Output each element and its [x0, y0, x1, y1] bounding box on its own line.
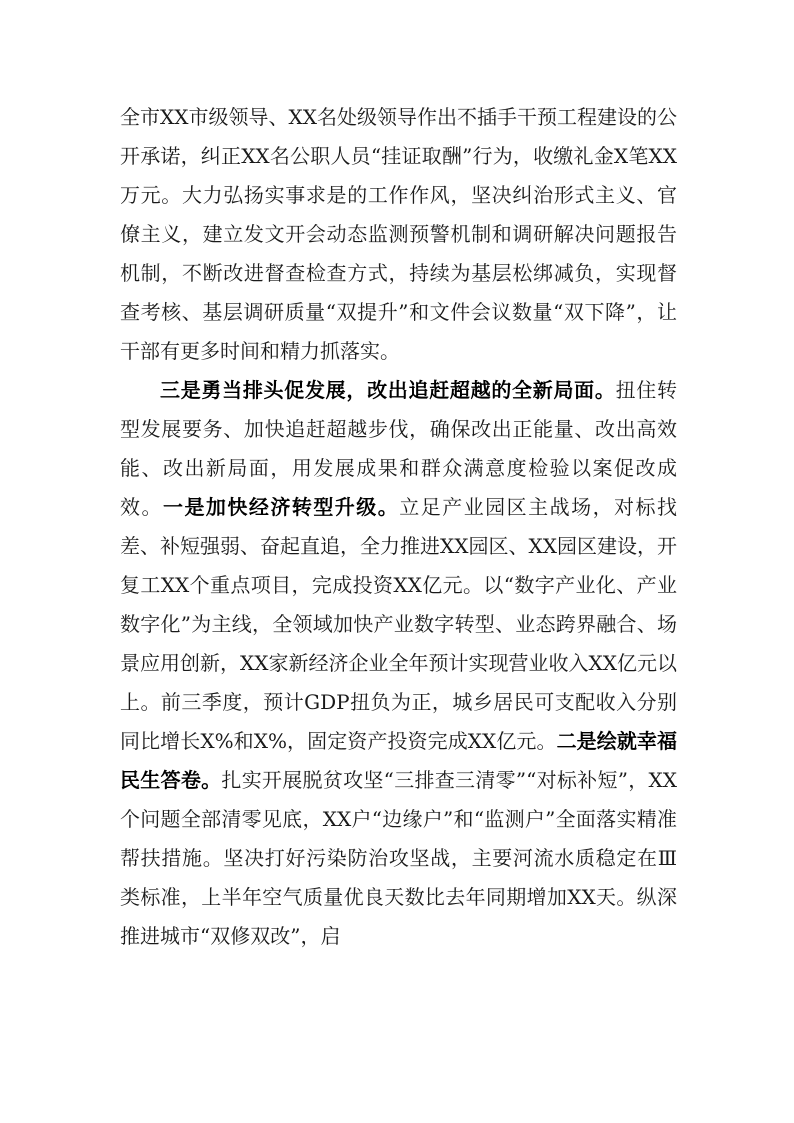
paragraph-1: [120, 98, 677, 371]
section-heading: 三是勇当排头促发展，改出追赶超越的全新局面。: [160, 378, 616, 402]
paragraph-2: [120, 371, 677, 956]
document-body: [120, 98, 677, 956]
paragraph-2-intro: 扭住转型发展要务、加快追赶超越步伐，确保改出正能量、改出高效能、改出新局面，用发展成果和群众满意度检验以案促改成效。: [120, 378, 678, 519]
subheading-livelihood: 二是绘就幸福民生答卷。: [120, 729, 678, 792]
paragraph-2-economy-text: 立足产业园区主战场，对标找差、补短强弱、奋起直追，全力推进XX园区、XX园区建设，开复工XX个重点项目，完成投资XX亿元。以“数字产业化、产业数字化”为主线，全领域加快产业数字转型、业态跨界融合、场景应用创新，XX家新经济企业全年预计实现营业收入XX亿元以上。前三季度，预计GDP扭负为正，城乡居民可支配收入分别同比增长X%和X%，固定资产投资完成XX亿元。: [120, 495, 678, 753]
paragraph-1-text: 全市XX市级领导、XX名处级领导作出不插手干预工程建设的公开承诺，纠正XX名公职人员“挂证取酬”行为，收缴礼金X笔XX万元。大力弘扬实事求是的工作作风，坚决纠治形式主义、官僚主义，建立发文开会动态监测预警机制和调研解决问题报告机制，不断改进督查检查方式，持续为基层松绑减负，实现督查考核、基层调研质量“双提升”和文件会议数量“双下降”，让干部有更多时间和精力抓落实。: [120, 105, 677, 363]
paragraph-2-livelihood-text: 扎实开展脱贫攻坚“三排查三清零”“对标补短”，XX个问题全部清零见底，XX户“边缘户”和“监测户”全面落实精准帮扶措施。坚决打好污染防治攻坚战，主要河流水质稳定在Ⅲ类标准，上半年空气质量优良天数比去年同期增加XX天。纵深推进城市“双修双改”，启: [120, 768, 678, 948]
subheading-economy: 一是加快经济转型升级。: [162, 495, 400, 519]
